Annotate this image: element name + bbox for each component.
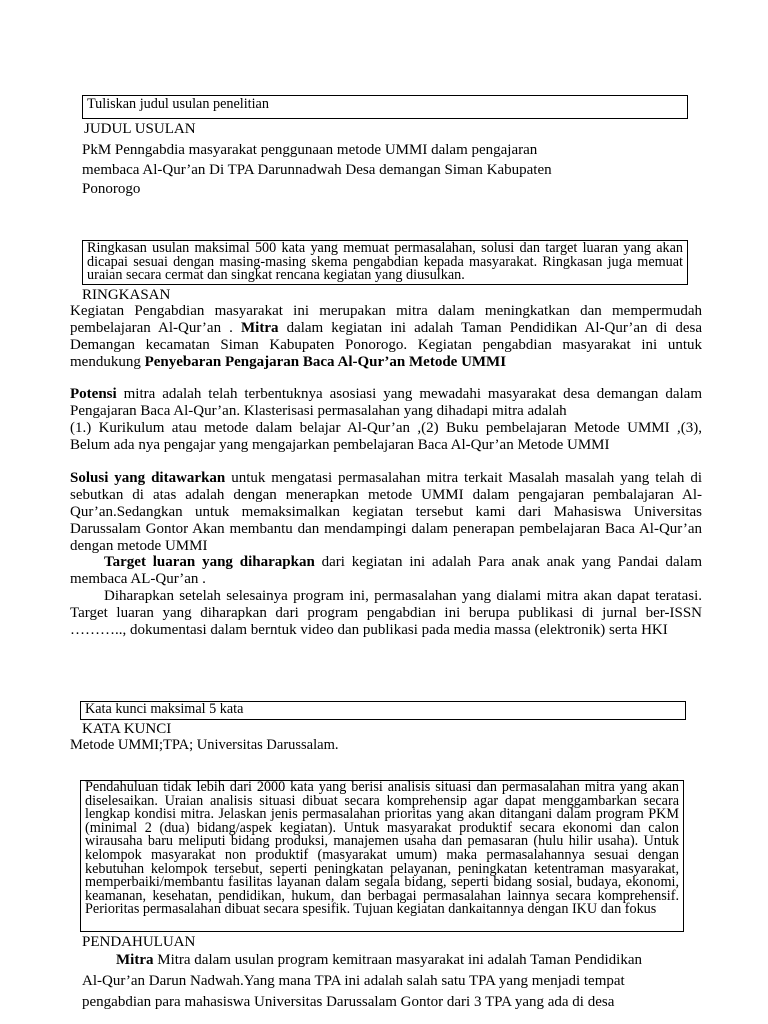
judul-heading: JUDUL USULAN	[84, 121, 196, 137]
ringkasan-p5-text: Diharapkan setelah selesainya program ini, permasalahan yang dialami mitra akan dapat teratasi. Target luaran yang diharapkan dari program pengabdian ini berupa publikasi di jurnal ber-ISSN ……….., dokumentasi dalam berntuk video dan publikasi pada media massa (elektronik) serta HKI	[70, 588, 702, 638]
pendahuluan-bold-mitra: Mitra	[116, 952, 154, 968]
pendahuluan-line-2: Al-Qur’an Darun Nadwah.Yang mana TPA ini adalah salah satu TPA yang menjadi tempat	[82, 973, 625, 989]
ringkasan-instruction-text: Ringkasan usulan maksimal 500 kata yang memuat permasalahan, solusi dan target luaran yang akan dicapai sesuai dengan masing-masing skema pengabdian kepada masyarakat. Ringkasan juga memuat uraian secara cermat dan singkat rencana kegiatan yang diusulkan.	[87, 240, 683, 284]
ringkasan-p1-text-2: dalam kegiatan ini adalah Taman Pendidikan Al-Qur’an di desa Demangan kecamatan Siman Kabupaten Ponorogo. Kegiatan pengabdian masyarakat ini untuk mendukung	[70, 320, 703, 370]
ringkasan-p4-bold-target: Target luaran yang diharapkan	[104, 554, 315, 570]
ringkasan-p3-text: untuk mengatasi permasalahan mitra terkait Masalah masalah yang telah di sebutkan di atas adalah dengan menerapkan metode UMMI dalam pengajaran pembalajaran Al-Qur’an.Sedangkan untuk memaksimalkan kegiatan tersebut kami dari Mahasiswa Universitas Darussalam Gontor Akan membantu dan mendampingi dalam penerapan pembelajaran Baca Al-Qur’an dengan metode UMMI	[70, 470, 702, 554]
pendahuluan-heading: PENDAHULUAN	[82, 934, 196, 950]
judul-line: Ponorogo	[82, 181, 141, 197]
pendahuluan-line-1	[82, 950, 642, 971]
judul-line: PkM Penngabdia masyarakat penggunaan metode UMMI dalam pengajaran	[82, 142, 538, 158]
kata-kunci-heading: KATA KUNCI	[82, 721, 172, 737]
ringkasan-paragraph-4	[70, 554, 702, 588]
ringkasan-p2-text: mitra adalah telah terbentuknya asosiasi yang mewadahi masyarakat desa demangan dalam Pengajaran Baca Al-Qur’an. Klasterisasi permasalahan yang dihadapi mitra adalah	[70, 386, 702, 419]
ringkasan-p2-bold-potensi: Potensi	[70, 386, 117, 402]
ringkasan-paragraph-3	[70, 470, 702, 555]
pendahuluan-instruction-box	[80, 780, 684, 932]
ringkasan-paragraph-5	[70, 588, 702, 639]
pendahuluan-text	[82, 950, 642, 1013]
judul-text	[82, 141, 552, 200]
ringkasan-p1-bold-penyebaran: Penyebaran Pengajaran Baca Al-Qur’an Metode UMMI	[144, 354, 507, 370]
pendahuluan-instruction-text: Pendahuluan tidak lebih dari 2000 kata yang berisi analisis situasi dan permasalahan mitra yang akan diselesaikan. Uraian analisis situasi dibuat secara komprehensip agar dapat menggambarkan secara lengkap kondisi mitra. Jelaskan jenis permasalahan prioritas yang akan ditangani dalam program PKM (minimal 2 (dua) bidang/aspek kegiatan). Untuk masyarakat produktif secara ekonomi dan calon wirausaha baru meliputi bidang produksi, manajemen usaha dan pemasaran (hulu hilir usaha). Untuk kelompok masyarakat non produktif (masyarakat umum) maka permasalahannya sesuai dengan kebutuhan kelompok tersebut, seperti peningkatan pelayanan, peningkatan ketentraman masyarakat, memperbaiki/membantu fasilitas layanan dalam segala bidang, seperti bidang sosial, budaya, ekonomi, keamanan, kesehatan, pendidikan, hukum, dan berbagai permasalahan lainnya secara komprehensif. Perioritas permasalahan dibuat secara spesifik. Tujuan kegiatan dankaitannya dengan IKU dan fokus	[85, 780, 679, 918]
judul-line: membaca Al-Qur’an Di TPA Darunnadwah Desa demangan Siman Kabupaten	[82, 161, 552, 178]
kata-kunci-value: Metode UMMI;TPA; Universitas Darussalam.	[70, 737, 339, 753]
ringkasan-paragraph-1	[70, 303, 702, 371]
ringkasan-p4-text: dari kegiatan ini adalah Para anak anak yang Pandai dalam membaca AL-Qur’an .	[70, 554, 703, 587]
kata-kunci-instruction-box	[80, 701, 686, 720]
pendahuluan-line-1-text: Mitra dalam usulan program kemitraan masyarakat ini adalah Taman Pendidikan	[153, 952, 643, 968]
ringkasan-p1-text: Kegiatan Pengabdian masyarakat ini merupakan mitra dalam meningkatkan dan mempermudah pembelajaran Al-Qur’an .	[70, 303, 702, 336]
pendahuluan-line-3: pengabdian para mahasiswa Universitas Darussalam Gontor dari 3 TPA yang ada di desa	[82, 994, 615, 1010]
ringkasan-p2-list: (1.) Kurikulum atau metode dalam belajar Al-Qur’an ,(2) Buku pembelajaran Metode UMMI ,(3), Belum ada nya pengajar yang mengajarkan pembelajaran Baca Al-Qur’an Metode UMMI	[70, 420, 702, 453]
ringkasan-paragraph-2b	[70, 420, 702, 454]
ringkasan-p1-bold-mitra: Mitra	[241, 320, 279, 336]
kata-kunci-instruction-text: Kata kunci maksimal 5 kata	[85, 701, 244, 717]
judul-instruction-box	[82, 95, 688, 119]
ringkasan-heading: RINGKASAN	[82, 287, 171, 303]
ringkasan-instruction-box	[82, 240, 688, 285]
judul-instruction-text: Tuliskan judul usulan penelitian	[87, 96, 269, 112]
ringkasan-p3-bold-solusi: Solusi yang ditawarkan	[70, 470, 226, 486]
ringkasan-paragraph-2	[70, 386, 702, 420]
